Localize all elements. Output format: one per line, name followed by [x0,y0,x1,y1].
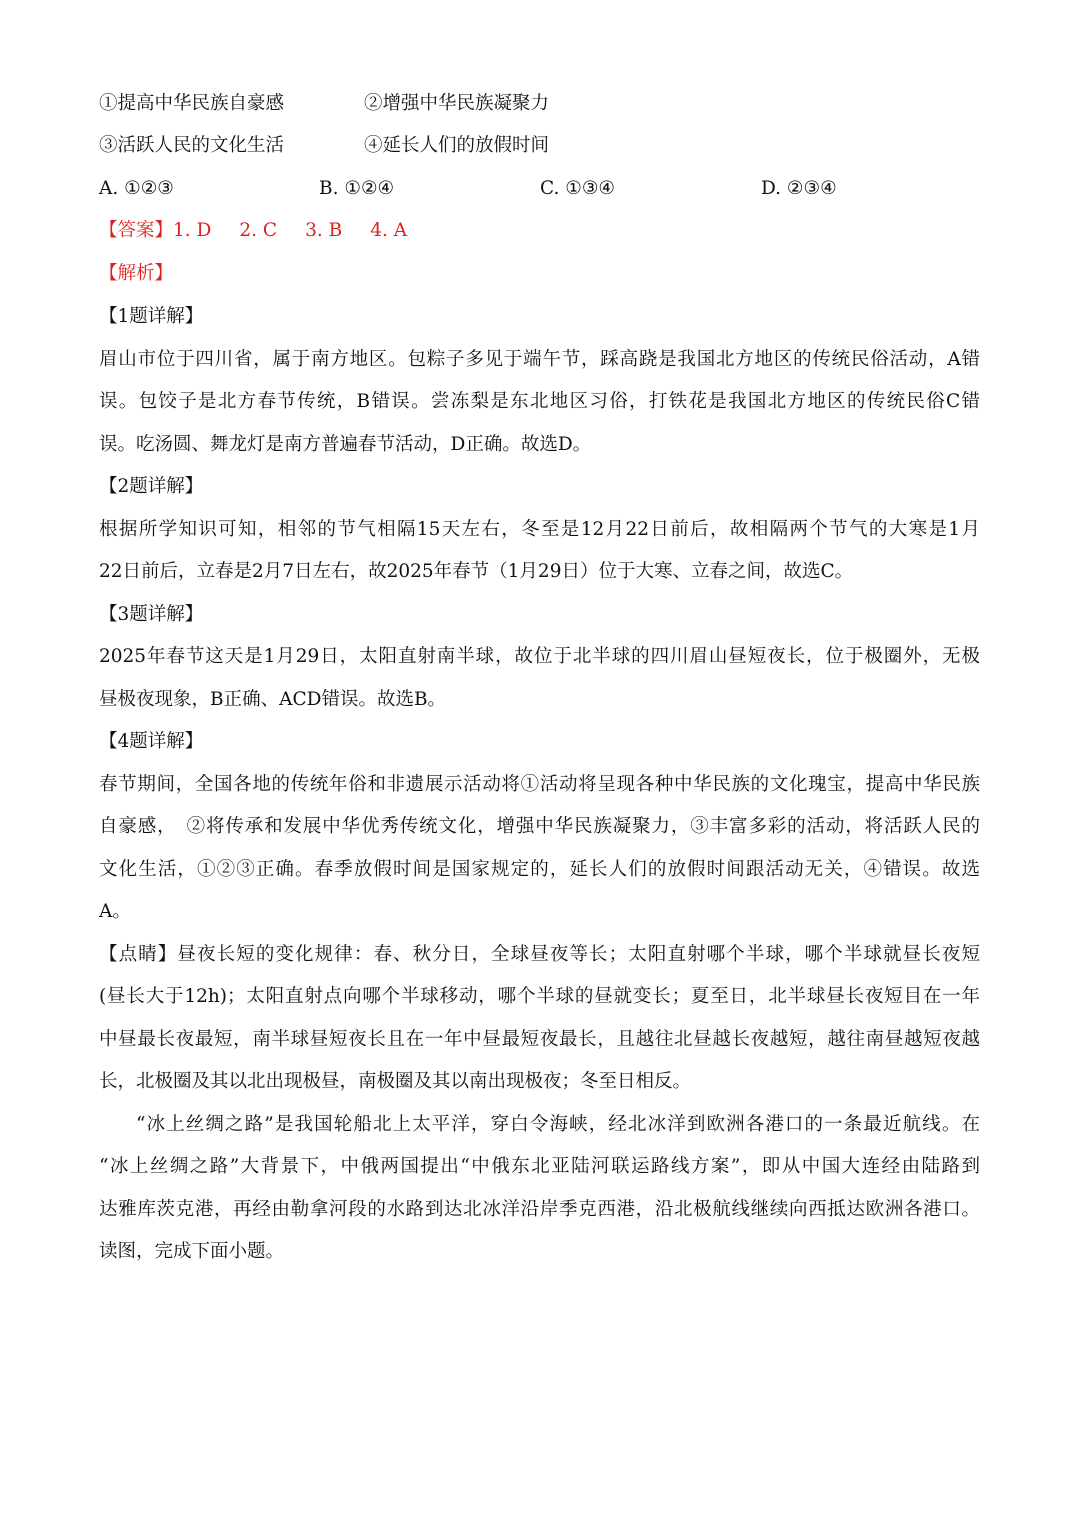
passage-line-1: “冰上丝绸之路”是我国轮船北上太平洋，穿白令海峡，经北冰洋到欧洲各港口的一条最近航线。在 [136,1114,980,1135]
answer-line [99,219,980,243]
tip-line-3: 中昼最长夜最短，南半球昼短夜长且在一年中昼最短夜最长，且越往北昼越长夜越短，越往南昼越短夜越 [99,1029,980,1050]
q1-title: 【1题详解】 [99,306,204,327]
choice-b: B. ①②④ [319,178,395,199]
passage-line-3: 达雅库茨克港，再经由勒拿河段的水路到达北冰洋沿岸季克西港，沿北极航线继续向西抵达欧洲各港口。 [99,1199,980,1220]
q3-line-2: 昼极夜现象，B正确、ACD错误。故选B。 [99,689,447,710]
tip-label: 【点睛】 [99,944,178,965]
q4-line-1: 春节期间，全国各地的传统年俗和非遗展示活动将①活动将呈现各种中华民族的文化瑰宝，提高中华民族 [99,774,980,795]
q2-line-1: 根据所学知识可知，相邻的节气相隔15天左右，冬至是12月22日前后，故相隔两个节气的大寒是1月 [99,519,980,540]
statement-3: ③活跃人民的文化生活 [99,135,285,156]
tip-line-1: 【点睛】昼夜长短的变化规律：春、秋分日，全球昼夜等长；太阳直射哪个半球，哪个半球就昼长夜短 [99,944,980,965]
q1-line-2: 误。包饺子是北方春节传统，B错误。尝冻梨是东北地区习俗，打铁花是我国北方地区的传统民俗C错 [99,391,980,412]
q2-title: 【2题详解】 [99,476,204,497]
choice-c: C. ①③④ [540,178,616,199]
statement-2: ②增强中华民族凝聚力 [364,93,550,114]
q4-line-3: 文化生活，①②③正确。春季放假时间是国家规定的，延长人们的放假时间跟活动无关，④错误。故选 [99,859,980,880]
q3-line-1: 2025年春节这天是1月29日，太阳直射南半球，故位于北半球的四川眉山昼短夜长，位于极圈外，无极 [99,646,980,667]
q2-line-2: 22日前后，立春是2月7日左右，故2025年春节（1月29日）位于大寒、立春之间，故选C。 [99,561,854,582]
statement-1: ①提高中华民族自豪感 [99,93,285,114]
analysis-label: 【解析】 [99,263,174,284]
choice-d: D. ②③④ [761,178,837,199]
choice-a: A. ①②③ [99,178,174,199]
answer-2: 2. C [239,220,278,241]
passage-line-4: 读图，完成下面小题。 [99,1241,285,1262]
q4-line-4: A。 [99,901,131,922]
statement-4: ④延长人们的放假时间 [364,135,550,156]
q3-title: 【3题详解】 [99,604,204,625]
q4-line-2: 自豪感， ②将传承和发展中华优秀传统文化，增强中华民族凝聚力，③丰富多彩的活动，将活跃人民的 [99,816,980,837]
q4-title: 【4题详解】 [99,731,204,752]
tip-line-2: (昼长大于12h)；太阳直射点向哪个半球移动，哪个半球的昼就变长；夏至日，北半球昼长夜短目在一年 [99,986,980,1007]
q1-line-1: 眉山市位于四川省，属于南方地区。包粽子多见于端午节，踩高跷是我国北方地区的传统民俗活动，A错 [99,349,980,370]
answer-4: 4. A [370,220,408,241]
answer-1: 1. D [173,220,212,241]
tip-line-4: 长，北极圈及其以北出现极昼，南极圈及其以南出现极夜；冬至日相反。 [99,1071,692,1092]
answer-label: 【答案】 [99,220,174,241]
answer-3: 3. B [305,220,343,241]
q1-line-3: 误。吃汤圆、舞龙灯是南方普遍春节活动，D正确。故选D。 [99,434,592,455]
passage-line-2: “冰上丝绸之路”大背景下，中俄两国提出“中俄东北亚陆河联运路线方案”，即从中国大连经由陆路到 [99,1156,980,1177]
